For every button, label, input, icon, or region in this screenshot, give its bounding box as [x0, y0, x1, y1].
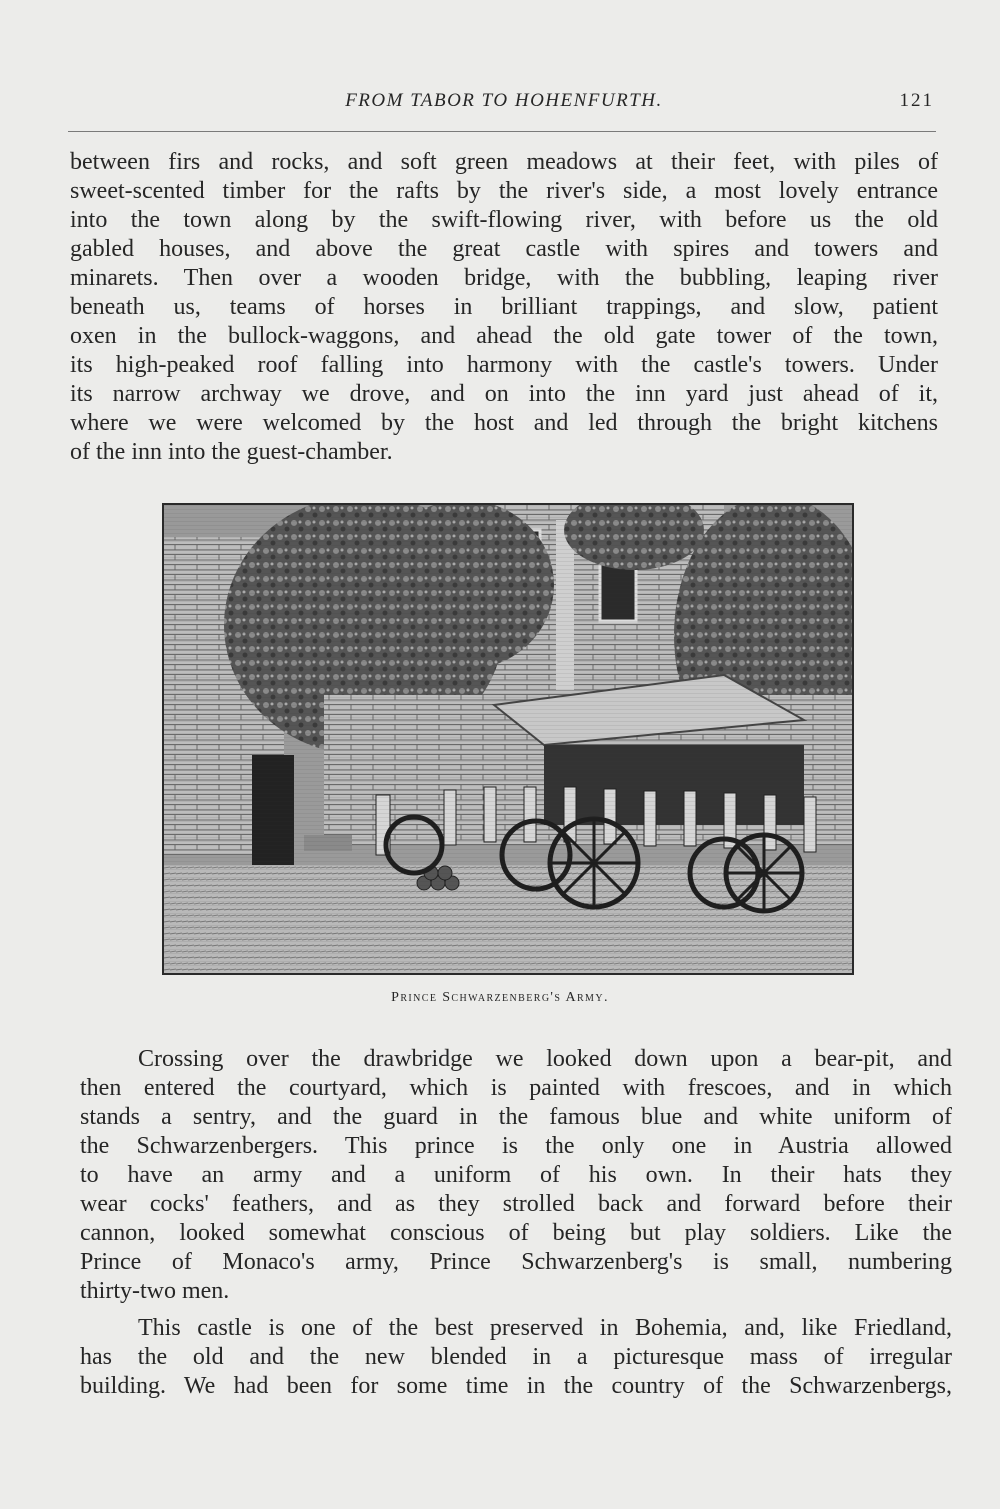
figure-caption: Prince Schwarzenberg's Army.: [391, 990, 609, 1005]
text-line: into the town along by the swift-flowing river, with before us the old: [70, 207, 938, 233]
paragraph-3: [80, 1314, 952, 1401]
text-line: wear cocks' feathers, and as they strolled back and forward before their: [80, 1191, 952, 1217]
text-line: beneath us, teams of horses in brilliant trappings, and slow, patient: [70, 294, 938, 320]
text-line: Crossing over the drawbridge we looked down upon a bear-pit, and: [138, 1046, 952, 1072]
paragraph-1: [70, 148, 938, 467]
text-line: to have an army and a uniform of his own. In their hats they: [80, 1162, 952, 1188]
text-line: oxen in the bullock-waggons, and ahead the old gate tower of the town,: [70, 323, 938, 349]
page-number: 121: [899, 90, 934, 111]
text-line: cannon, looked somewhat conscious of being but play soldiers. Like the: [80, 1220, 952, 1246]
castle-courtyard-engraving: [164, 505, 852, 973]
paragraph-2: [80, 1045, 952, 1306]
text-line: the Schwarzenbergers. This prince is the only one in Austria allowed: [80, 1133, 952, 1159]
text-line: building. We had been for some time in the country of the Schwarzenbergs,: [80, 1373, 952, 1399]
engraving-illustration: [162, 503, 854, 975]
text-line: Prince of Monaco's army, Prince Schwarzenberg's is small, numbering: [80, 1249, 952, 1275]
text-line: minarets. Then over a wooden bridge, with the bubbling, leaping river: [70, 265, 938, 291]
text-line: its high-peaked roof falling into harmony with the castle's towers. Under: [70, 352, 938, 378]
text-line: stands a sentry, and the guard in the famous blue and white uniform of: [80, 1104, 952, 1130]
text-line: gabled houses, and above the great castle with spires and towers and: [70, 236, 938, 262]
text-line: thirty-two men.: [80, 1278, 230, 1304]
text-line: between firs and rocks, and soft green meadows at their feet, with piles of: [70, 149, 938, 175]
text-line: of the inn into the guest-chamber.: [70, 439, 393, 465]
text-line: has the old and the new blended in a picturesque mass of irregular: [80, 1344, 952, 1370]
running-head: [70, 90, 938, 120]
text-line: This castle is one of the best preserved in Bohemia, and, like Friedland,: [138, 1315, 952, 1341]
header-rule: [68, 131, 936, 132]
text-line: its narrow archway we drove, and on into the inn yard just ahead of it,: [70, 381, 938, 407]
text-line: where we were welcomed by the host and led through the bright kitchens: [70, 410, 938, 436]
text-line: sweet-scented timber for the rafts by the river's side, a most lovely entrance: [70, 178, 938, 204]
text-line: then entered the courtyard, which is painted with frescoes, and in which: [80, 1075, 952, 1101]
running-title: FROM TABOR TO HOHENFURTH.: [345, 90, 663, 111]
